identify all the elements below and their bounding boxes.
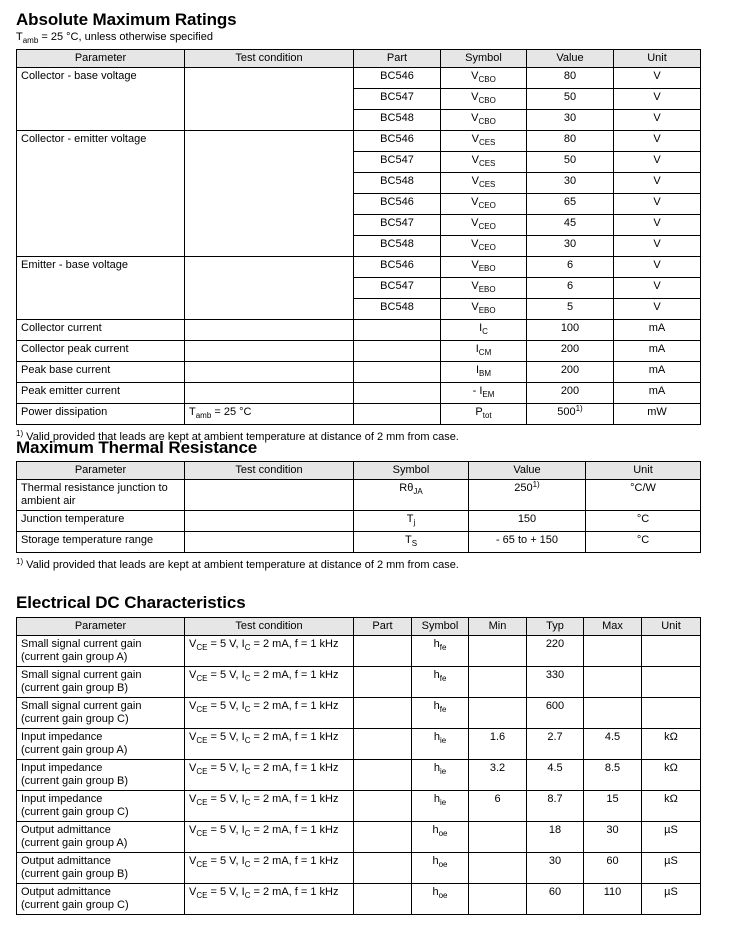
table-row <box>17 667 701 698</box>
symbol-cell: $V_{EBO}$ <box>441 257 527 278</box>
condition-cell <box>185 68 354 131</box>
min-cell: 3.2 <box>469 760 527 791</box>
typ-cell: 600 <box>527 698 584 729</box>
min-cell: 6 <box>469 791 527 822</box>
min-cell: 1.6 <box>469 729 527 760</box>
part-cell <box>354 636 412 667</box>
condition-cell: $V_{CE} = 5$ V, $I_C = 2$ mA, f = 1 kHz <box>185 853 354 884</box>
symbol-cell: - $I_{EM}$ <box>441 383 527 404</box>
symbol-cell: $h_{fe}$ <box>412 636 469 667</box>
col-header: Part <box>354 50 441 68</box>
part-cell <box>354 760 412 791</box>
symbol-cell: $V_{CBO}$ <box>441 68 527 89</box>
symbol-cell: $P_{tot}$ <box>441 404 527 425</box>
part-cell <box>354 884 412 915</box>
value-cell: 150 <box>469 511 586 532</box>
symbol-cell: $V_{CBO}$ <box>441 110 527 131</box>
unit-cell <box>642 698 701 729</box>
condition-cell: $V_{CE} = 5$ V, $I_C = 2$ mA, f = 1 kHz <box>185 822 354 853</box>
parameter-cell: Output admittance (current gain group B) <box>17 853 185 884</box>
value-cell: 50 <box>527 89 614 110</box>
thermal-body <box>17 480 701 553</box>
parameter-cell: Small signal current gain (current gain group A) <box>17 636 185 667</box>
part-cell <box>354 853 412 884</box>
unit-cell: mA <box>614 383 701 404</box>
col-header: Value <box>527 50 614 68</box>
max-cell <box>584 636 642 667</box>
footnote: $^{1)}$ Valid provided that leads are kept at ambient temperature at distance of 2 mm from case. <box>16 429 459 443</box>
max-cell <box>584 698 642 729</box>
symbol-cell: $h_{fe}$ <box>412 698 469 729</box>
condition-cell <box>185 257 354 320</box>
unit-cell: kΩ <box>642 791 701 822</box>
symbol-cell: $I_{BM}$ <box>441 362 527 383</box>
col-header: Test condition <box>185 462 354 480</box>
unit-cell: V <box>614 173 701 194</box>
unit-cell <box>642 667 701 698</box>
max-cell <box>584 667 642 698</box>
table-row <box>17 131 701 152</box>
table-header-row <box>17 50 701 68</box>
col-header: Part <box>354 618 412 636</box>
symbol-cell: $V_{CES}$ <box>441 173 527 194</box>
max-cell: 15 <box>584 791 642 822</box>
part-cell: BC547 <box>354 152 441 173</box>
symbol-cell: $V_{CEO}$ <box>441 215 527 236</box>
part-cell <box>354 404 441 425</box>
table-row <box>17 362 701 383</box>
part-cell: BC546 <box>354 68 441 89</box>
symbol-cell: $R\theta_{JA}$ <box>354 480 469 511</box>
dc-table <box>16 617 701 915</box>
part-cell: BC548 <box>354 173 441 194</box>
typ-cell: 330 <box>527 667 584 698</box>
table-row <box>17 383 701 404</box>
unit-cell: mA <box>614 341 701 362</box>
value-cell: 6 <box>527 257 614 278</box>
part-cell: BC547 <box>354 89 441 110</box>
value-cell: 50 <box>527 152 614 173</box>
table-row <box>17 404 701 425</box>
parameter-cell: Collector - base voltage <box>17 68 185 131</box>
col-header: Parameter <box>17 618 185 636</box>
unit-cell: V <box>614 110 701 131</box>
parameter-cell: Junction temperature <box>17 511 185 532</box>
thermal-section <box>16 438 257 458</box>
unit-cell: mA <box>614 362 701 383</box>
parameter-cell: Output admittance (current gain group C) <box>17 884 185 915</box>
symbol-cell: $h_{ie}$ <box>412 791 469 822</box>
condition-cell <box>185 320 354 341</box>
table-row <box>17 320 701 341</box>
table-row <box>17 822 701 853</box>
col-header: Min <box>469 618 527 636</box>
table-row <box>17 480 701 511</box>
parameter-cell: Peak base current <box>17 362 185 383</box>
parameter-cell: Input impedance (current gain group A) <box>17 729 185 760</box>
value-cell: 200 <box>527 362 614 383</box>
condition-cell <box>185 131 354 257</box>
parameter-cell: Collector peak current <box>17 341 185 362</box>
unit-cell: kΩ <box>642 760 701 791</box>
symbol-cell: $V_{EBO}$ <box>441 299 527 320</box>
min-cell <box>469 636 527 667</box>
unit-cell <box>642 636 701 667</box>
dc-body <box>17 636 701 915</box>
table-row <box>17 853 701 884</box>
condition-cell <box>185 362 354 383</box>
typ-cell: 8.7 <box>527 791 584 822</box>
typ-cell: 30 <box>527 853 584 884</box>
symbol-cell: $I_{CM}$ <box>441 341 527 362</box>
symbol-cell: $V_{CEO}$ <box>441 236 527 257</box>
symbol-cell: $h_{ie}$ <box>412 760 469 791</box>
value-cell: 250$^{1)}$ <box>469 480 586 511</box>
part-cell: BC547 <box>354 278 441 299</box>
table-row <box>17 791 701 822</box>
unit-cell: V <box>614 236 701 257</box>
symbol-cell: $h_{ie}$ <box>412 729 469 760</box>
symbol-cell: $I_C$ <box>441 320 527 341</box>
section-title: Maximum Thermal Resistance <box>16 438 258 457</box>
min-cell <box>469 822 527 853</box>
min-cell <box>469 698 527 729</box>
col-header: Unit <box>586 462 701 480</box>
value-cell: 30 <box>527 173 614 194</box>
col-header: Unit <box>642 618 701 636</box>
value-cell: 6 <box>527 278 614 299</box>
abs-max-body <box>17 68 701 425</box>
condition-cell: $V_{CE} = 5$ V, $I_C = 2$ mA, f = 1 kHz <box>185 636 354 667</box>
condition-cell: $V_{CE} = 5$ V, $I_C = 2$ mA, f = 1 kHz <box>185 698 354 729</box>
section-title: Electrical DC Characteristics <box>16 593 246 612</box>
unit-cell: µS <box>642 884 701 915</box>
part-cell <box>354 341 441 362</box>
part-cell <box>354 698 412 729</box>
max-cell: 60 <box>584 853 642 884</box>
parameter-cell: Output admittance (current gain group A) <box>17 822 185 853</box>
symbol-cell: $V_{CBO}$ <box>441 89 527 110</box>
part-cell: BC547 <box>354 215 441 236</box>
unit-cell: V <box>614 194 701 215</box>
thermal-table <box>16 461 701 553</box>
value-cell: 30 <box>527 236 614 257</box>
typ-cell: 2.7 <box>527 729 584 760</box>
typ-cell: 220 <box>527 636 584 667</box>
symbol-cell: $h_{fe}$ <box>412 667 469 698</box>
typ-cell: 4.5 <box>527 760 584 791</box>
part-cell <box>354 729 412 760</box>
unit-cell: mW <box>614 404 701 425</box>
min-cell <box>469 853 527 884</box>
condition-cell <box>185 511 354 532</box>
max-cell: 110 <box>584 884 642 915</box>
table-header-row <box>17 618 701 636</box>
condition-cell <box>185 383 354 404</box>
value-cell: 200 <box>527 383 614 404</box>
table-row <box>17 511 701 532</box>
parameter-cell: Collector current <box>17 320 185 341</box>
col-header: Test condition <box>185 618 354 636</box>
symbol-cell: $V_{CES}$ <box>441 131 527 152</box>
unit-cell: kΩ <box>642 729 701 760</box>
table-row <box>17 884 701 915</box>
symbol-cell: $V_{CEO}$ <box>441 194 527 215</box>
section-subtitle: $T_{amb} = 25$ °C, unless otherwise specified <box>16 31 213 45</box>
value-cell: 200 <box>527 341 614 362</box>
part-cell <box>354 362 441 383</box>
min-cell <box>469 884 527 915</box>
symbol-cell: $V_{EBO}$ <box>441 278 527 299</box>
table-row <box>17 68 701 89</box>
col-header: Symbol <box>441 50 527 68</box>
value-cell: 80 <box>527 68 614 89</box>
typ-cell: 18 <box>527 822 584 853</box>
part-cell: BC548 <box>354 299 441 320</box>
value-cell: 5 <box>527 299 614 320</box>
max-cell: 4.5 <box>584 729 642 760</box>
condition-cell: $V_{CE} = 5$ V, $I_C = 2$ mA, f = 1 kHz <box>185 884 354 915</box>
unit-cell: V <box>614 215 701 236</box>
part-cell: BC548 <box>354 236 441 257</box>
unit-cell: V <box>614 68 701 89</box>
part-cell <box>354 320 441 341</box>
footnote: $^{1)}$ Valid provided that leads are kept at ambient temperature at distance of 2 mm from case. <box>16 557 459 571</box>
col-header: Typ <box>527 618 584 636</box>
parameter-cell: Small signal current gain (current gain group B) <box>17 667 185 698</box>
abs-max-table-wrap <box>16 49 701 444</box>
part-cell: BC548 <box>354 110 441 131</box>
unit-cell: V <box>614 278 701 299</box>
condition-cell <box>185 532 354 553</box>
parameter-cell: Thermal resistance junction to ambient air <box>17 480 185 511</box>
col-header: Value <box>469 462 586 480</box>
part-cell <box>354 822 412 853</box>
thermal-table-wrap <box>16 461 701 572</box>
dc-table-wrap <box>16 617 701 915</box>
table-row <box>17 698 701 729</box>
value-cell: 65 <box>527 194 614 215</box>
typ-cell: 60 <box>527 884 584 915</box>
value-cell: 30 <box>527 110 614 131</box>
col-header: Symbol <box>412 618 469 636</box>
value-cell: - 65 to + 150 <box>469 532 586 553</box>
symbol-cell: $T_S$ <box>354 532 469 553</box>
condition-cell <box>185 480 354 511</box>
col-header: Unit <box>614 50 701 68</box>
part-cell: BC546 <box>354 131 441 152</box>
table-header-row <box>17 462 701 480</box>
unit-cell: °C <box>586 532 701 553</box>
condition-cell: $T_{amb} = 25$ °C <box>185 404 354 425</box>
part-cell: BC546 <box>354 257 441 278</box>
table-row <box>17 341 701 362</box>
condition-cell: $V_{CE} = 5$ V, $I_C = 2$ mA, f = 1 kHz <box>185 667 354 698</box>
unit-cell: V <box>614 152 701 173</box>
abs-max-table <box>16 49 701 425</box>
parameter-cell: Storage temperature range <box>17 532 185 553</box>
parameter-cell: Small signal current gain (current gain group C) <box>17 698 185 729</box>
dc-section <box>16 593 246 613</box>
max-cell: 8.5 <box>584 760 642 791</box>
unit-cell: °C <box>586 511 701 532</box>
parameter-cell: Emitter - base voltage <box>17 257 185 320</box>
unit-cell: V <box>614 257 701 278</box>
symbol-cell: $V_{CES}$ <box>441 152 527 173</box>
col-header: Symbol <box>354 462 469 480</box>
col-header: Parameter <box>17 50 185 68</box>
unit-cell: µS <box>642 822 701 853</box>
condition-cell <box>185 341 354 362</box>
condition-cell: $V_{CE} = 5$ V, $I_C = 2$ mA, f = 1 kHz <box>185 791 354 822</box>
symbol-cell: $h_{oe}$ <box>412 884 469 915</box>
part-cell <box>354 383 441 404</box>
symbol-cell: $h_{oe}$ <box>412 853 469 884</box>
part-cell <box>354 791 412 822</box>
value-cell: 80 <box>527 131 614 152</box>
col-header: Test condition <box>185 50 354 68</box>
value-cell: 100 <box>527 320 614 341</box>
col-header: Parameter <box>17 462 185 480</box>
unit-cell: V <box>614 299 701 320</box>
abs-max-section <box>16 10 237 44</box>
parameter-cell: Power dissipation <box>17 404 185 425</box>
value-cell: 45 <box>527 215 614 236</box>
unit-cell: V <box>614 131 701 152</box>
unit-cell: °C/W <box>586 480 701 511</box>
condition-cell: $V_{CE} = 5$ V, $I_C = 2$ mA, f = 1 kHz <box>185 729 354 760</box>
unit-cell: µS <box>642 853 701 884</box>
part-cell: BC546 <box>354 194 441 215</box>
table-row <box>17 729 701 760</box>
parameter-cell: Input impedance (current gain group B) <box>17 760 185 791</box>
unit-cell: mA <box>614 320 701 341</box>
table-row <box>17 636 701 667</box>
condition-cell: $V_{CE} = 5$ V, $I_C = 2$ mA, f = 1 kHz <box>185 760 354 791</box>
value-cell: 500$^{1)}$ <box>527 404 614 425</box>
table-row <box>17 760 701 791</box>
table-row <box>17 257 701 278</box>
min-cell <box>469 667 527 698</box>
col-header: Max <box>584 618 642 636</box>
max-cell: 30 <box>584 822 642 853</box>
parameter-cell: Peak emitter current <box>17 383 185 404</box>
part-cell <box>354 667 412 698</box>
table-row <box>17 532 701 553</box>
section-title: Absolute Maximum Ratings <box>16 10 237 29</box>
parameter-cell: Input impedance (current gain group C) <box>17 791 185 822</box>
parameter-cell: Collector - emitter voltage <box>17 131 185 257</box>
symbol-cell: $T_j$ <box>354 511 469 532</box>
unit-cell: V <box>614 89 701 110</box>
symbol-cell: $h_{oe}$ <box>412 822 469 853</box>
